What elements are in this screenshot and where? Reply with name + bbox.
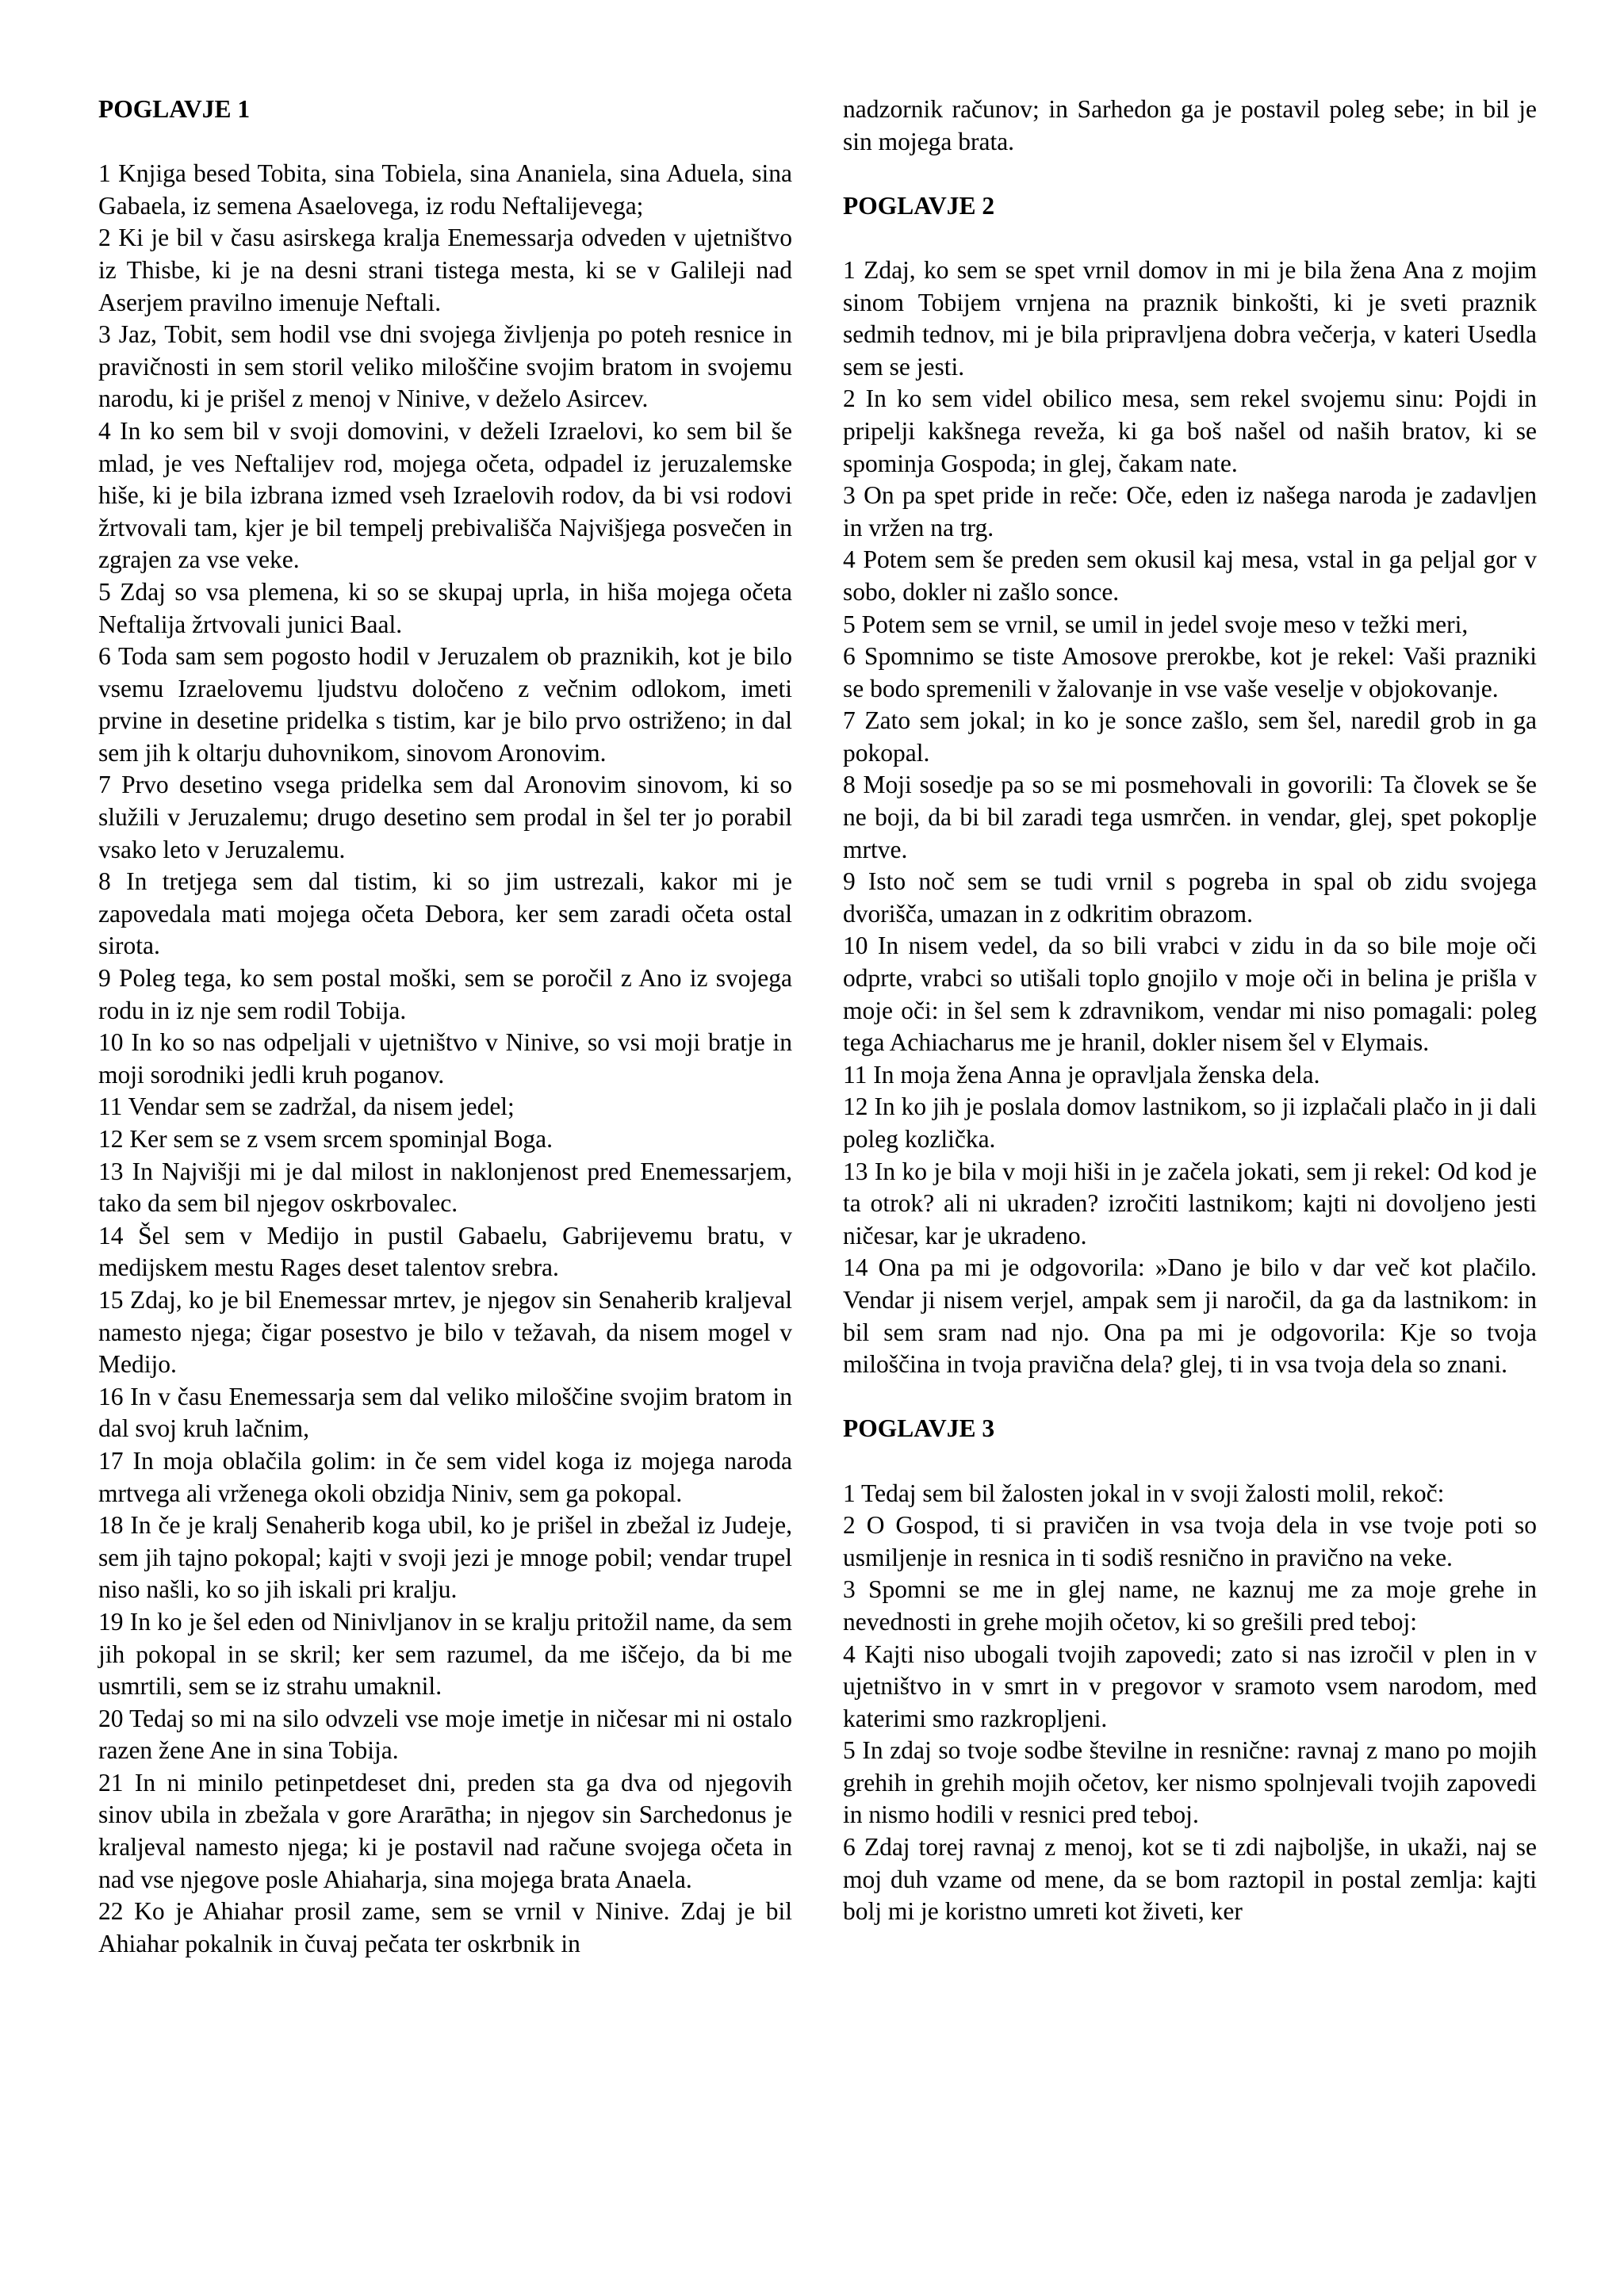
verse: 2 O Gospod, ti si pravičen in vsa tvoja dela in vse tvoje poti so usmiljenje in resnica in ti sodiš resnično in pravično na veke.: [843, 1511, 1537, 1571]
verse: 4 Kajti niso ubogali tvojih zapovedi; zato si nas izročil v plen in v ujetništvo in v smrt in v pregovor v sramoto vsem narodom, med katerimi smo razkropljeni.: [843, 1640, 1537, 1732]
verse: 10 In ko so nas odpeljali v ujetništvo v Ninive, so vsi moji bratje in moji sorodniki jedli kruh poganov.: [98, 1028, 792, 1089]
verse: 9 Isto noč sem se tudi vrnil s pogreba in spal ob zidu svojega dvorišča, umazan in z odkritim obrazom.: [843, 867, 1537, 928]
verse: 5 Potem sem se vrnil, se umil in jedel svoje meso v težki meri,: [843, 610, 1469, 638]
verse: 3 On pa spet pride in reče: Oče, eden iz našega naroda je zadavljen in vržen na trg.: [843, 481, 1537, 541]
chapter-2-verses: [843, 254, 1537, 1381]
verse: 6 Toda sam sem pogosto hodil v Jeruzalem ob praznikih, kot je bilo vsemu Izraelovemu ljudstvu določeno z večnim odlokom, imeti prvine in desetine pridelka s tistim, kar je bilo prvo ostriženo; in dal sem jih k oltarju duhovnikom, sinovom Aronovim.: [98, 642, 792, 767]
verse: 3 Jaz, Tobit, sem hodil vse dni svojega življenja po poteh resnice in pravičnosti in sem storil veliko miloščine svojim bratom in svojemu narodu, ki je prišel z menoj v Ninive, v deželo Asircev.: [98, 320, 792, 413]
chapter-1-heading: POGLAVJE 1: [98, 95, 251, 123]
verse: 13 In ko je bila v moji hiši in je začela jokati, sem ji rekel: Od kod je ta otrok? ali ni ukraden? izročiti lastnikom; kajti ni dovoljeno jesti ničesar, kar je ukradeno.: [843, 1157, 1537, 1249]
verse: 2 Ki je bil v času asirskega kralja Enemessarja odveden v ujetništvo iz Thisbe, ki je na desni strani tistega mesta, ki se v Galileji nad Aserjem pravilno imenuje Neftali.: [98, 224, 792, 316]
verse: 2 In ko sem videl obilico mesa, sem rekel svojemu sinu: Pojdi in pripelji kakšnega reveža, ki ga boš našel od naših bratov, ki se spominja Gospoda; in glej, čakam nate.: [843, 385, 1537, 477]
chapter-2-heading: POGLAVJE 2: [843, 191, 995, 220]
verse: 8 Moji sosedje pa so se mi posmehovali in govorili: Ta človek se še ne boji, da bi bil zaradi tega usmrčen. in vendar, glej, spet pokoplje mrtve.: [843, 771, 1537, 863]
verse: 7 Zato sem jokal; in ko je sonce zašlo, sem šel, naredil grob in ga pokopal.: [843, 706, 1537, 767]
verse: 7 Prvo desetino vsega pridelka sem dal Aronovim sinovom, ki so služili v Jeruzalemu; drugo desetino sem prodal in šel ter jo porabil vsako leto v Jeruzalemu.: [98, 771, 792, 863]
verse: 8 In tretjega sem dal tistim, ki so jim ustrezali, kakor mi je zapovedala mati mojega očeta Debora, ker sem zaradi očeta ostal sirota.: [98, 867, 792, 960]
chapter-3-verses: [843, 1478, 1537, 1928]
verse: 6 Spomnimo se tiste Amosove prerokbe, kot je rekel: Vaši prazniki se bodo spremenili v žalovanje in vse vaše veselje v objokovanje.: [843, 642, 1537, 702]
verse: 15 Zdaj, ko je bil Enemessar mrtev, je njegov sin Senaherib kraljeval namesto njega; čigar posestvo je bilo v težavah, da nisem mogel v Medijo.: [98, 1285, 792, 1379]
verse: 11 In moja žena Anna je opravljala ženska dela.: [843, 1060, 1320, 1089]
verse: 18 In če je kralj Senaherib koga ubil, ko je prišel in zbežal iz Judeje, sem jih tajno pokopal; kajti v svoji jezi je mnoge pobil; vendar trupel niso našli, ko so jih iskali pri kralju.: [98, 1511, 792, 1604]
verse: 22 Ko je Ahiahar prosil zame, sem se vrnil v Ninive. Zdaj je bil Ahiahar pokalnik in čuvaj pečata ter oskrbnik in: [98, 1897, 792, 1957]
verse: 12 In ko jih je poslala domov lastnikom, so ji izplačali plačo in ji dali poleg kozlička.: [843, 1093, 1537, 1153]
chapter-1-verses: [98, 158, 792, 1960]
verse: 19 In ko je šel eden od Ninivljanov in se kralju pritožil name, da sem jih pokopal in se skril; ker sem razumel, da me iščejo, da bi me usmrtili, sem se iz strahu umaknil.: [98, 1607, 792, 1701]
verse: 17 In moja oblačila golim: in če sem videl koga iz mojega naroda mrtvega ali vrženega okoli obzidja Niniv, sem ga pokopal.: [98, 1446, 792, 1507]
verse: 16 In v času Enemessarja sem dal veliko miloščine svojim bratom in dal svoj kruh lačnim,: [98, 1382, 792, 1443]
verse: 1 Knjiga besed Tobita, sina Tobiela, sina Ananiela, sina Aduela, sina Gabaela, iz semena Asaelovega, iz rodu Neftalijevega;: [98, 159, 792, 220]
verse: 1 Tedaj sem bil žalosten jokal in v svoji žalosti molil, rekoč:: [843, 1479, 1445, 1507]
verse: 10 In nisem vedel, da so bili vrabci v zidu in da so bile moje oči odprte, vrabci so utišali toplo gnojilo v moje oči in belina je prišla v moje oči: in šel sem k zdravnikom, vendar mi niso pomagali: poleg tega Achiacharus me je hranil, dokler nisem šel v Elymais.: [843, 932, 1537, 1057]
verse: 1 Zdaj, ko sem se spet vrnil domov in mi je bila žena Ana z mojim sinom Tobijem vrnjena na praznik binkošti, ki je sveti praznik sedmih tednov, mi je bila pripravljena dobra večerja, v kateri Usedla sem se jesti.: [843, 255, 1537, 381]
right-column: [843, 94, 1537, 1928]
verse: 21 In ni minilo petinpetdeset dni, preden sta ga dva od njegovih sinov ubila in zbežala v gore Ararātha; in njegov sin Sarchedonus je kraljeval namesto njega; ki je postavil nad račune svojega očeta in nad vse njegove posle Ahiaharja, sina mojega brata Anaela.: [98, 1768, 792, 1893]
verse: 13 In Najvišji mi je dal milost in naklonjenost pred Enemessarjem, tako da sem bil njegov oskrbovalec.: [98, 1157, 792, 1218]
verse: 14 Ona pa mi je odgovorila: »Dano je bilo v dar več kot plačilo. Vendar ji nisem verjel, ampak sem ji naročil, da ga da lastnikom: in bil sem sram nad njo. Ona pa mi je odgovorila: Kje so tvoja miloščina in tvoja pravična dela? glej, ti in vsa tvoja dela so znani.: [843, 1253, 1537, 1379]
verse: 12 Ker sem se z vsem srcem spominjal Boga.: [98, 1125, 553, 1153]
verse: 14 Šel sem v Medijo in pustil Gabaelu, Gabrijevemu bratu, v medijskem mestu Rages deset talentov srebra.: [98, 1221, 792, 1282]
verse: 4 Potem sem še preden sem okusil kaj mesa, vstal in ga peljal gor v sobo, dokler ni zašlo sonce.: [843, 545, 1537, 606]
verse: 6 Zdaj torej ravnaj z menoj, kot se ti zdi najboljše, in ukaži, naj se moj duh vzame od mene, da se bom raztopil in postal zemlja: kajti bolj mi je koristno umreti kot živeti, ker: [843, 1833, 1537, 1926]
continued-text: nadzornik računov; in Sarhedon ga je postavil poleg sebe; in bil je sin mojega brata.: [843, 95, 1537, 155]
verse: 9 Poleg tega, ko sem postal moški, sem se poročil z Ano iz svojega rodu in iz nje sem rodil Tobija.: [98, 964, 792, 1024]
verse: 5 Zdaj so vsa plemena, ki so se skupaj uprla, in hiša mojega očeta Neftalija žrtvovali junici Baal.: [98, 577, 792, 638]
verse: 11 Vendar sem se zadržal, da nisem jedel;: [98, 1093, 515, 1121]
verse: 4 In ko sem bil v svoji domovini, v deželi Izraelovi, ko sem bil še mlad, je ves Neftalijev rod, mojega očeta, odpadel iz jeruzalemske hiše, ki je bila izbrana izmed vseh Izraelovih rodov, da bi vsi rodovi žrtvovali tam, kjer je bil tempelj prebivališča Najvišjega posvečen in zgrajen za vse veke.: [98, 416, 792, 574]
chapter-3-heading: POGLAVJE 3: [843, 1414, 995, 1443]
left-column: [98, 94, 792, 1960]
verse: 3 Spomni se me in glej name, ne kaznuj me za moje grehe in nevednosti in grehe mojih očetov, ki so grešili pred teboj:: [843, 1575, 1537, 1636]
verse: 20 Tedaj so mi na silo odvzeli vse moje imetje in ničesar mi ni ostalo razen žene Ane in sina Tobija.: [98, 1704, 792, 1765]
verse: 5 In zdaj so tvoje sodbe številne in resnične: ravnaj z mano po mojih grehih in grehih mojih očetov, ker nismo spolnjevali tvojih zapovedi in nismo hodili v resnici pred teboj.: [843, 1736, 1537, 1829]
